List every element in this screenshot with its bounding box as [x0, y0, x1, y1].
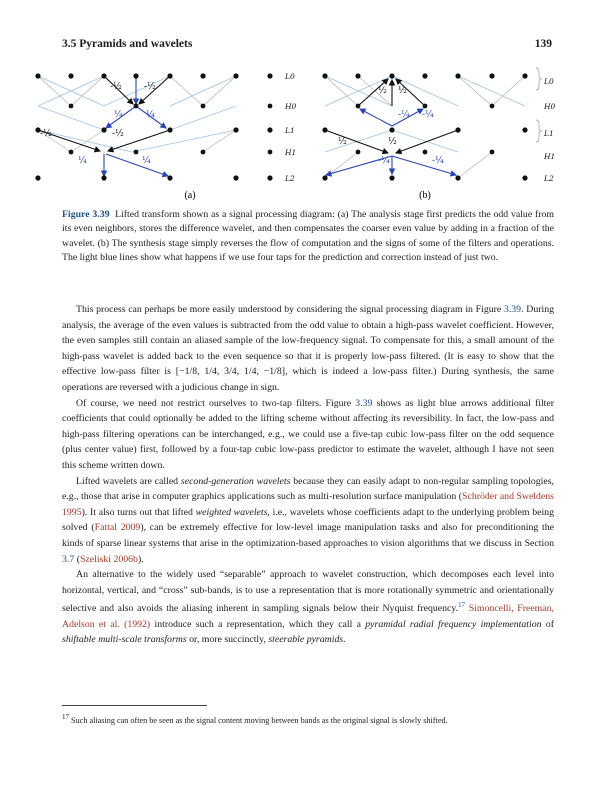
level-label-b-h0: H0 [544, 102, 556, 111]
panel-a-label: (a) [184, 190, 196, 200]
panel-b-label: (b) [419, 190, 431, 200]
caption-text: Lifted transform shown as a signal processing diagram: (a) The analysis stage first predicts the odd value from its even neighbors, stores the difference wavelet, and then compensates the coarser even value by adding in a fraction of the wavelet. (b) The synthesis stage simply reverses the flow of computation and the signs of some of the filters and operations. The light blue lines show what happens if we use four taps for the prediction and correction instead of just two. [62, 209, 555, 264]
citation-link[interactable]: Schröder and Sweldens 1995 [62, 491, 554, 518]
lifting-diagram [0, 60, 614, 200]
footnote-text: Such aliasing can often be seen as the signal content moving between bands as the original signal is slowly shifted. [71, 716, 448, 725]
footnote-ref[interactable]: 17 [458, 601, 466, 610]
coef-b-2: ½ [398, 86, 407, 96]
footnote-divider [62, 705, 207, 706]
level-label-l2: L2 [285, 174, 295, 183]
footnote [62, 711, 554, 727]
level-label-h0: H0 [285, 102, 297, 111]
coef-b-6: ½ [388, 137, 397, 147]
coef-a-7: ¼ [78, 156, 87, 166]
page-number: 139 [534, 38, 552, 50]
level-label-h1: H1 [285, 148, 297, 157]
coef-b-4: -¼ [422, 110, 434, 120]
body-text [62, 302, 554, 648]
citation-link[interactable]: Simoncelli, Freeman, Adelson et al. (1992) [62, 603, 554, 630]
coef-b-7: -¼ [378, 156, 390, 166]
level-label-b-h1: H1 [544, 152, 556, 161]
section-ref-link[interactable]: 3.7 [62, 553, 75, 565]
coef-b-8: -¼ [432, 156, 444, 166]
paragraph-1: This process can perhaps be more easily understood by considering the signal processing diagram in Figure 3.39. During analysis, the average of the even values is subtracted from the odd value to obtain a high-pass wavelet coefficient. However, the even samples still contain an aliased sample of the low-frequency signal. To compensate for this, a small amount of the high-pass wavelet is added back to the even sequence so that it is properly low-pass filtered. (It is easy to show that the effective low-pass filter is [−1/8, 1/4, 3/4, 1/4, −1/8], which is indeed a low-pass filter.) During synthesis, the same operations are reversed with a judicious change in sign. [62, 304, 554, 393]
caption-label: Figure 3.39 [62, 209, 110, 220]
coef-a-1: -½ [110, 82, 122, 92]
coef-b-3: -¼ [398, 110, 410, 120]
citation-link[interactable]: Fattal 2009 [94, 522, 141, 534]
coef-b-1: ½ [378, 86, 387, 96]
paragraph-2: Of course, we need not restrict ourselves to two-tap filters. Figure 3.39 shows as light blue arrows additional filter coefficients that could optionally be added to the lifting scheme without affecting its reversibility. In fact, the low-pass and high-pass filtering operations can be interchanged, e.g., we could use a five-tap cubic low-pass filter on the odd sequence (plus center value) first, followed by a four-tap cubic low-pass predictor to estimate the wavelet, although I have not seen this scheme written down. [62, 397, 555, 471]
panel-a [35, 72, 296, 200]
coef-b-5: ½ [338, 137, 347, 147]
paragraph-4: An alternative to the widely used “separable” approach to wavelet construction, which decomposes each level into horizontal, vertical, and “cross” sub-bands, is to use a representation that is more rotationally symmetric and orientationally selective and also avoids the aliasing inherent in sampling signals below their Nyquist frequency.$^{17}$ Simoncelli, Freeman, Adelson et al. (1992) introduce such a representation, which they call a pyramidal radial frequency implementation of shiftable multi-scale transforms or, more succinctly, steerable pyramids. [62, 569, 554, 646]
citation-link[interactable]: Szeliski 2006b [79, 553, 138, 565]
paragraph-3: Lifted wavelets are called second-generation wavelets because they can easily adapt to non-regular sampling topologies, e.g., those that arise in computer graphics applications such as multi-resolution surface manipulation (Schröder and Sweldens 1995). It also turns out that lifted weighted wavelets, i.e., wavelets whose coefficients adapt to the underlying problem being solved (Fattal 2009), can be extremely effective for low-level image manipulation tasks and also for preconditioning the kinds of sparse linear systems that arise in the optimization-based approaches to vision algorithms that we discuss in Section 3.7 (Szeliski 2006b). [62, 475, 554, 565]
level-label-b-l1: L1 [544, 129, 554, 138]
level-label-l1: L1 [285, 126, 295, 135]
level-label-b-l0: L0 [544, 77, 554, 86]
figure-ref-link[interactable]: 3.39 [355, 397, 373, 409]
footnote-number: 17 [62, 713, 69, 721]
coef-a-4: ¼ [146, 110, 155, 120]
figure-ref-link[interactable]: 3.39 [503, 304, 522, 315]
coef-a-3: ¼ [114, 110, 123, 120]
coef-a-8: ¼ [142, 156, 151, 166]
level-label-l0: L0 [285, 72, 295, 81]
panel-b [322, 68, 555, 200]
coef-a-6: -½ [112, 129, 124, 139]
coef-a-5: -½ [40, 129, 52, 139]
figure-caption [62, 208, 554, 266]
running-header [62, 38, 552, 50]
coef-a-2: -½ [144, 82, 156, 92]
level-label-b-l2: L2 [544, 174, 554, 183]
section-title: 3.5 Pyramids and wavelets [62, 38, 193, 50]
